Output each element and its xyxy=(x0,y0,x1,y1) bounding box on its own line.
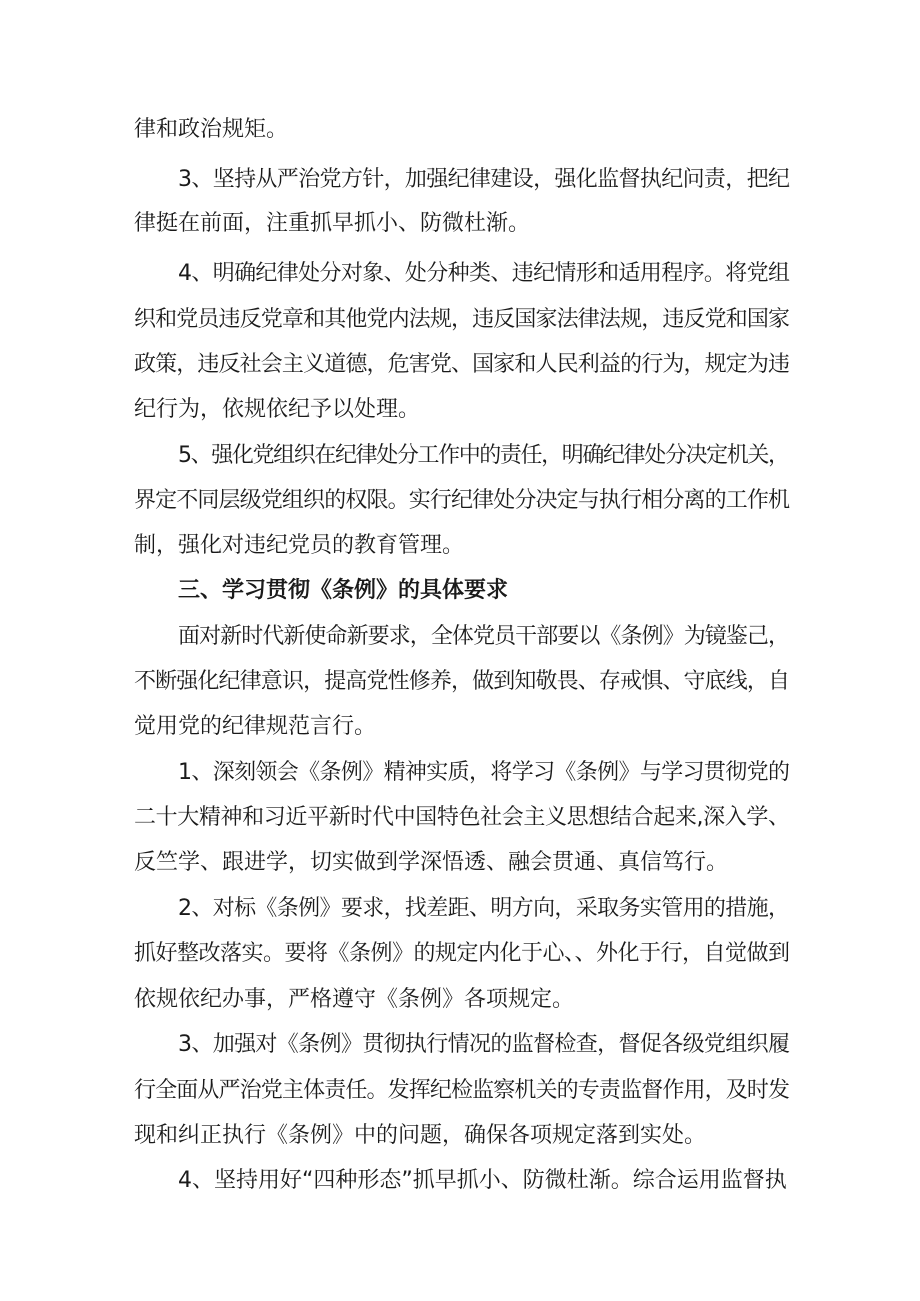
text-line-2: 3、坚持从严治党方针，加强纪律建设，强化监督执纪问责，把纪 xyxy=(178,167,790,192)
text-line-24: 4、坚持用好“四种形态”抓早抓小、防微杜渐。综合运用监督执 xyxy=(178,1168,787,1193)
text-line-20: 依规依纪办事，严格遵守《条例》各项规定。 xyxy=(134,987,575,1012)
text-line-21: 3、加强对《条例》贯彻执行情况的监督检查，督促各级党组织履 xyxy=(178,1032,790,1057)
text-line-14: 觉用党的纪律规范言行。 xyxy=(134,714,377,739)
text-line-12: 面对新时代新使命新要求，全体党员干部要以《条例》为镜鉴己， xyxy=(178,624,790,649)
text-line-3: 律挺在前面，注重抓早抓小、防微杜渐。 xyxy=(134,211,531,236)
text-line-18: 2、对标《条例》要求，找差距、明方向，采取务实管用的措施， xyxy=(178,896,790,921)
text-line-7: 纪行为，依规依纪予以处理。 xyxy=(134,397,421,422)
text-line-17: 反竺学、跟进学，切实做到学深悟透、融会贯通、真信笃行。 xyxy=(134,850,729,875)
text-line-13: 不断强化纪律意识，提高党性修养，做到知敬畏、存戒惧、守底线，自 xyxy=(134,669,790,694)
text-line-5: 织和党员违反党章和其他党内法规，违反国家法律法规，违反党和国家 xyxy=(134,307,790,332)
text-line-8: 5、强化党组织在纪律处分工作中的责任，明确纪律处分决定机关， xyxy=(178,443,789,468)
text-line-16: 二十大精神和习近平新时代中国特色社会主义思想结合起来,深入学、 xyxy=(134,805,790,830)
text-line-23: 现和纠正执行《条例》中的问题，确保各项规定落到实处。 xyxy=(134,1123,707,1148)
text-line-22: 行全面从严治党主体责任。发挥纪检监察机关的专责监督作用，及时发 xyxy=(134,1078,790,1103)
section-heading: 三、学习贯彻《条例》的具体要求 xyxy=(178,578,509,603)
text-line-9: 界定不同层级党组织的权限。实行纪律处分决定与执行相分离的工作机 xyxy=(134,488,790,513)
text-line-6: 政策，违反社会主义道德，危害党、国家和人民利益的行为，规定为违 xyxy=(134,352,790,377)
text-line-19: 抓好整改落实。要将《条例》的规定内化于心、、外化于行，自觉做到 xyxy=(134,941,790,966)
text-line-1: 律和政治规矩。 xyxy=(134,117,289,142)
text-line-4: 4、明确纪律处分对象、处分种类、违纪情形和适用程序。将党组 xyxy=(178,261,790,286)
text-line-10: 制，强化对违纪党员的教育管理。 xyxy=(134,533,465,558)
text-line-15: 1、深刻领会《条例》精神实质，将学习《条例》与学习贯彻党的 xyxy=(178,760,790,785)
